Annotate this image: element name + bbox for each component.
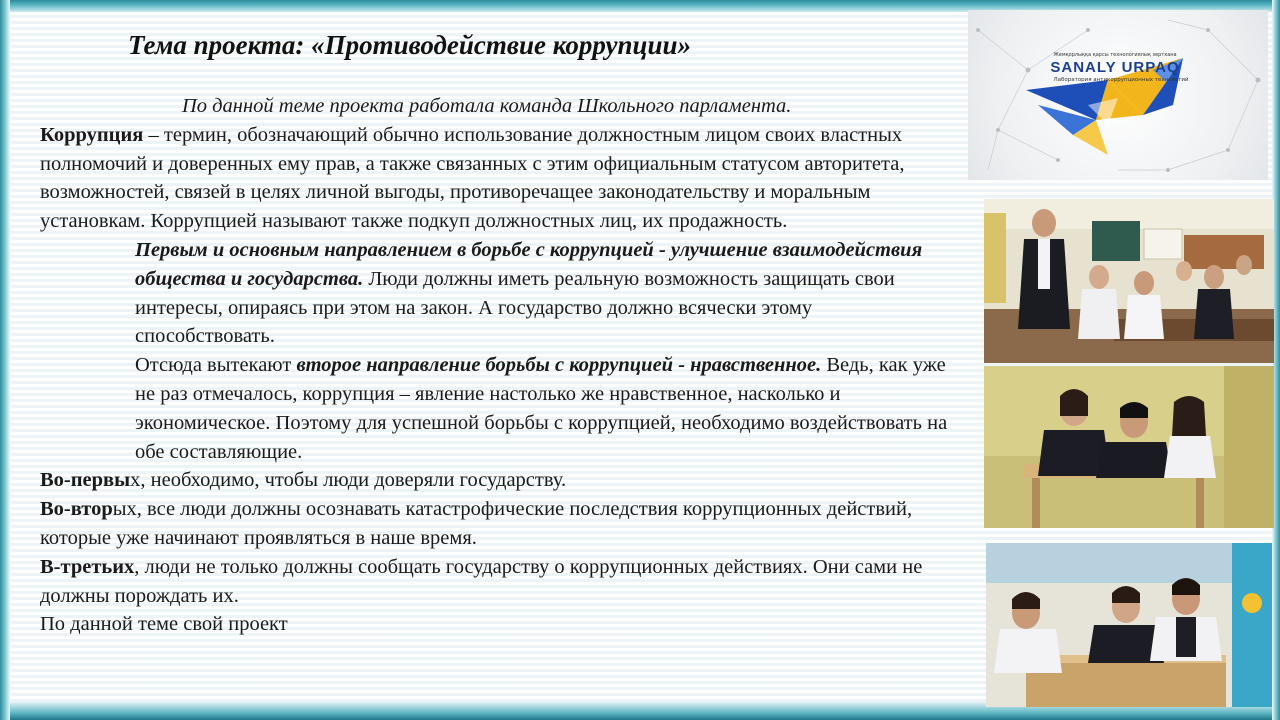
definition-text: – термин, обозначающий обычно использование должностным лицом своих властных полномочий и доверенных ему прав, а также связанных с этим официальным статусом авторитета, возможностей, связей в целях личной выгоды, противоречащее законодательству и моральным установкам. Коррупцией называют также подкуп должностных лиц, их продажность.	[40, 123, 905, 233]
logo-name: SANALY URPAQ	[1050, 59, 1180, 76]
photo-classroom-students	[984, 199, 1274, 363]
paragraph-second-direction	[40, 351, 950, 466]
secondly-text: ых, все люди должны осознавать катастрофические последствия коррупционных действий, которые уже начинают проявляться в наше время.	[40, 498, 913, 549]
first-direction-text: Люди должны иметь реальную возможность защищать свои интересы, опираясь при этом на закон. А государство должно всячески этому способствовать.	[135, 267, 895, 348]
photo-students-discussion	[986, 543, 1272, 707]
second-direction-emphasis: второе направление борьбы с коррупцией - нравственное.	[296, 354, 822, 377]
second-direction-text: Ведь, как уже не раз отмечалось, коррупция – явление настолько же нравственное, насколько и экономическое. Поэтому для успешной борьбы с коррупцией, необходимо воздействовать на обе составляющие.	[135, 354, 948, 463]
logo-bottom-line: Лаборатория антикоррупционных технологий	[1053, 77, 1189, 83]
term-corruption: Коррупция	[40, 123, 144, 146]
paragraph-thirdly	[40, 553, 950, 611]
paragraph-definition	[40, 121, 950, 236]
sanaly-urpaq-logo	[968, 10, 1268, 180]
thirdly-label: В-третьих	[40, 555, 135, 578]
firstly-label: Во-первы	[40, 469, 131, 492]
slide-body	[40, 92, 950, 639]
intro-line: По данной теме проекта работала команда Школьного парламента.	[182, 95, 792, 117]
paragraph-closing: По данной теме свой проект	[40, 613, 288, 636]
second-direction-lead: Отсюда вытекают	[135, 354, 297, 377]
secondly-label: Во-втор	[40, 498, 113, 521]
photo-students-at-desk	[984, 366, 1274, 528]
paragraph-secondly	[40, 495, 950, 553]
slide-border-left	[0, 0, 10, 720]
first-direction-emphasis: Первым и основным направлением в борьбе с коррупцией - улучшение взаимодействия общества и государства.	[135, 238, 923, 290]
thirdly-text: , люди не только должны сообщать государству о коррупционных действиях. Они сами не должны порождать их.	[40, 555, 923, 607]
slide-title: Тема проекта: «Противодействие коррупции»	[128, 30, 692, 60]
logo-network-graphic	[968, 10, 1268, 180]
logo-top-line: Жемқорлыққа қарсы технологиялық зертхана	[1053, 52, 1177, 58]
firstly-text: х, необходимо, чтобы люди доверяли государству.	[130, 469, 567, 492]
paragraph-first-direction	[40, 236, 950, 351]
paragraph-firstly	[40, 466, 950, 495]
